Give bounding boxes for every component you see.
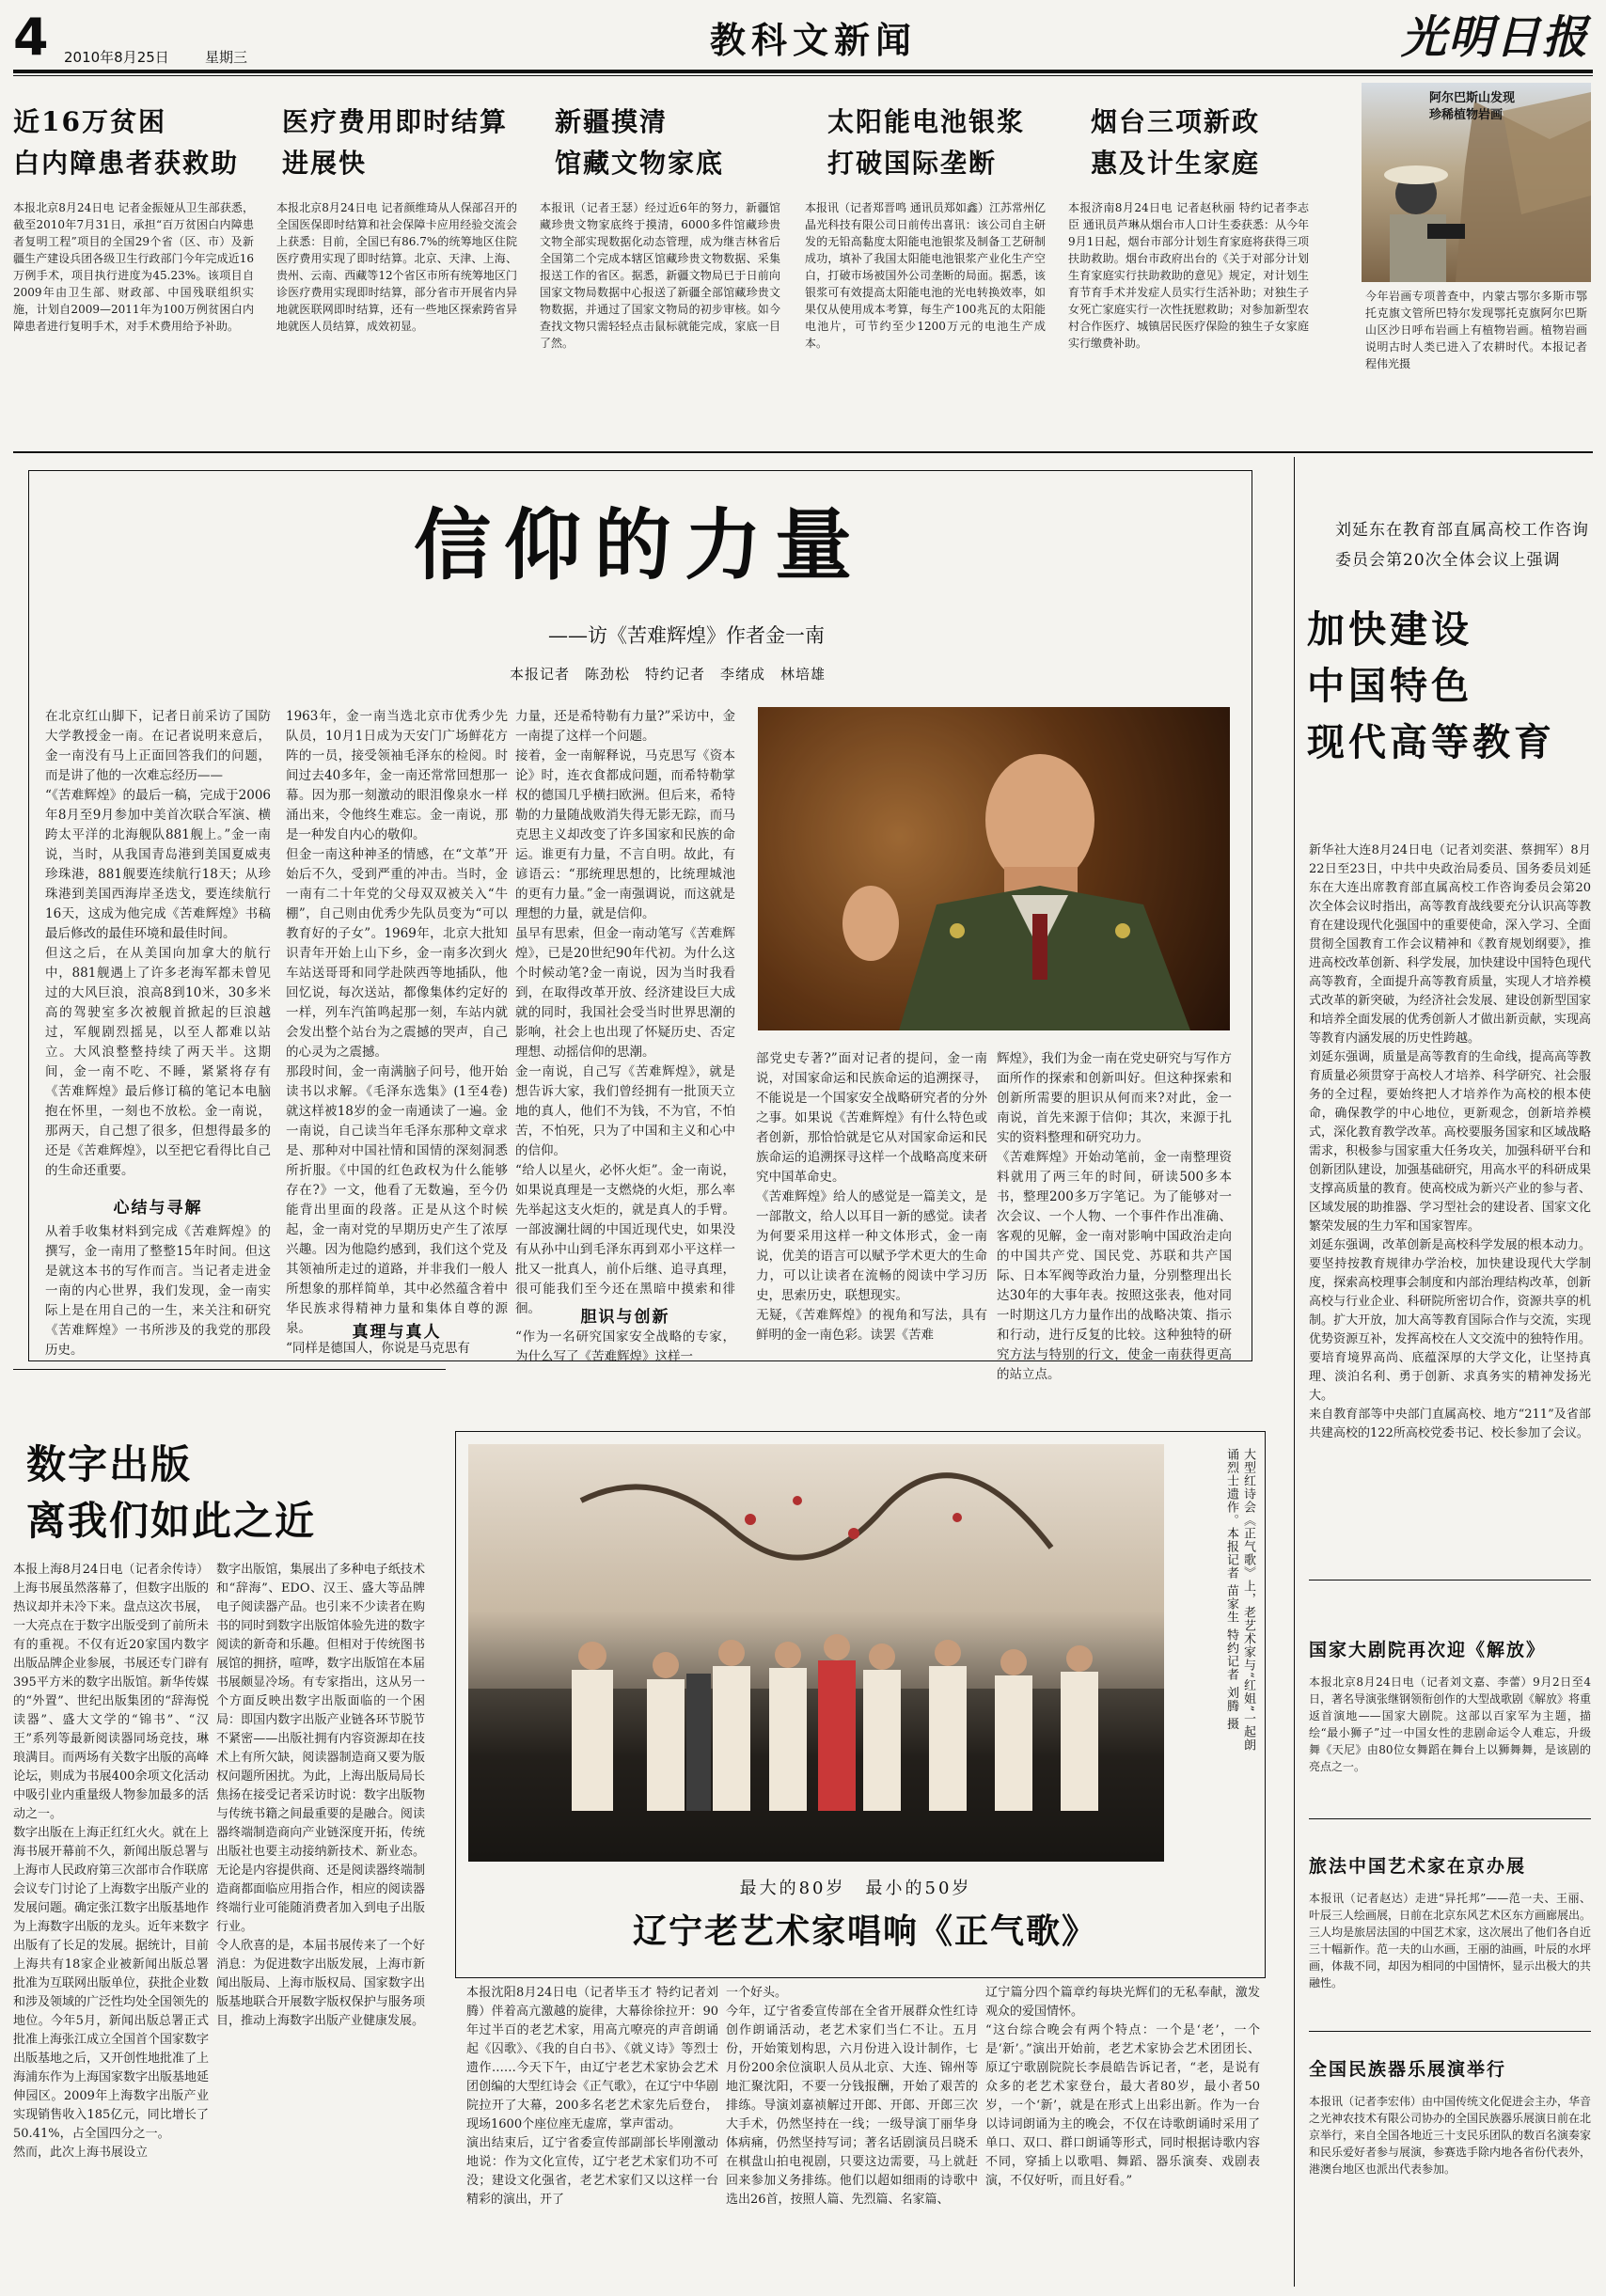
feature-byline: 本报记者 陈劲松 特约记者 李绪成 林培雄 (509, 666, 826, 683)
page-number: 4 (13, 8, 49, 67)
feature-title: 信仰的力量 (413, 500, 865, 590)
portrait-photo (758, 707, 1230, 1030)
paper-name: 光明日报 (1401, 11, 1590, 64)
feature-col2b: “同样是德国人，你说是马克思有 (286, 1341, 470, 1356)
brief-body: 本报北京8月24日电 记者金振娅从卫生部获悉，截至2010年7月31日，承担“百万贫困白内障患者复明工程”项目的全国29个省（区、市）及新疆生产建设兵团各级卫生行政部门今年完成近16万例手术，项目执行进度为45.23%。该项目自2009年由卫生部、财政部、中国残联组织实施，计划自2009—2011年为100万例贫困白内障患者进行复明手术，对手术费用给予补助。 (13, 201, 254, 333)
opera-headline: 辽宁老艺术家唱响《正气歌》 (632, 1911, 1097, 1951)
feature-col1: 在北京红山脚下，记者日前采访了国防大学教授金一南。在记者说明来意后，金一南没有马上正面回答我们的问题，而是讲了他的一次难忘经历—— “《苦难辉煌》的最后一稿，完成于2006年8月至9月参加中美首次联合军演、横跨太平洋的北海舰队881舰上。”金一南说，当时，从我国青岛港到美国夏威夷珍珠港，881舰要连续航行18天；从珍珠港到美国西海岸圣迭戈，要连续航行16天，这成为他完成《苦难辉煌》书稿最后修改的最佳环境和最佳时间。 但这之后，在从美国向加拿大的航行中，881舰遇上了许多老海军都未曾见过的大风巨浪，浪高8到10米，30多米高的驾驶室多次被舰首掀起的巨浪越过，军舰剧烈摇晃，以至人都难以站立。大风浪整整持续了两天半。这期间，金一南不吃、不睡，紧紧将存有《苦难辉煌》最后修订稿的笔记本电脑抱在怀里，一刻也不放松。金一南说，那两天，自己想了很多，但想得最多的还是《苦难辉煌》，以至把它看得比自己的生命还重要。 (45, 709, 271, 1178)
brief-headline: 旅法中国艺术家在京办展 (1309, 1856, 1527, 1877)
feature-subhead: 真理与真人 (352, 1323, 442, 1342)
rock-art-caption: 今年岩画专项普查中，内蒙古鄂尔多斯市鄂托克旗文管所巴特尔发现鄂托克旗阿尔巴斯山区沙日呼布岩画上有植物岩画。植物岩画说明古时人类已进入了农耕时代。本报记者 程伟光摄 (1365, 290, 1587, 370)
feature-col4: 部党史专著?”面对记者的提问，金一南说，对国家命运和民族命运的追溯探寻，不能说是一个国家安全战略研究者的分外之事。如果说《苦难辉煌》有什么特色或者创新，那恰恰就是它从对国家命运和民族命运的追溯探寻这样一个战略高度来研究中国革命史。 《苦难辉煌》给人的感觉是一篇美文，是一部散文，给人以耳目一新的感觉。读者为何要采用这样一种文体形式，金一南说，优美的语言可以赋予学术更大的生命力，可以让读者在流畅的阅读中学习历史，思索历史，联想现实。 无疑，《苦难辉煌》的视角和写法，具有鲜明的金一南色彩。读罢《苦难 (756, 1051, 987, 1343)
opera-col3: 辽宁篇分四个篇章约每块光辉们的无私奉献，激发观众的爱国情怀。 “这台综合晚会有两个特点：一个是‘老’，一个是‘新’。”演出开始前，老艺术家协会艺术团团长、原辽宁歌剧院院长李晨皓告诉记者，“老，是说有众多的老艺术家登台，最大者80岁，最小者50岁，一个‘新’，就是在形式上出彩出新。作为一台以诗词朗诵为主的晚会，不仅在诗歌朗诵时采用了单口、双口、群口朗诵等形式，同时根据诗歌内容不同，穿插上以歌唱、舞蹈、器乐演奏、戏剧表演，不仅好听，而且好看。” (985, 1986, 1260, 2188)
issue-date: 2010年8月25日 (64, 49, 169, 66)
feature-subhead: 胆识与创新 (580, 1308, 670, 1327)
opera-kicker: 最大的80岁 最小的50岁 (739, 1879, 972, 1898)
brief-body: 本报讯（记者郑晋鸣 通讯员郑如鑫）江苏常州亿晶光科技有限公司日前传出喜讯：该公司自主研发的无铅高黏度太阳能电池银浆及制备工艺研制成功，填补了我国太阳能电池银浆产业化生产空白，打破市场被国外公司垄断的局面。据悉，该银浆可有效提高太阳能电池的光电转换效率，如果仅从使用成本考算，每生产100兆瓦的太阳能电池片，可节约至少1200万元的电池生产成本。 (805, 201, 1046, 350)
top-strip-rule (13, 451, 1593, 453)
feature-col2: 1963年，金一南当选北京市优秀少先队员，10月1日成为天安门广场鲜花方阵的一员，接受领袖毛泽东的检阅。时间过去40多年，金一南还常常回想那一幕。因为那一刻激动的眼泪像泉水一样涌出来，令他终生难忘。金一南说，那是一种发自内心的敬仰。 但金一南这种神圣的情感，在“文革”开始后不久，受到严重的冲击。当时，金一南有二十年党的父母双双被关入“牛棚”，自己则由优秀少先队员变为“可以教育好的子女”。1969年，北京大批知识青年开始上山下乡，金一南多次到火车站送哥哥和同学赴陕西等地插队，他回忆说，每次送站，都像集体约定好的一样，列车汽笛鸣起那一刻，车站内就会发出整个站台为之震撼的哭声，自己的心灵为之震撼。 那段时间，金一南满脑子问号，他开始读书以求解。《毛泽东选集》(1至4卷)就这样被18岁的金一南通读了一遍。金一南说，自己读当年毛泽东那种文章求是、那种对中国社情和国情的深刻洞悉所折服。《中国的红色政权为什么能够存在?》一文，他看了无数遍，至今仍能背出里面的段落。正是从这个时候起，金一南对党的早期历史产生了浓厚兴趣。因为他隐约感到，我们这个党及其领袖所走过的道路，并非我们一般人所想象的那样简单，其中必然蕴含着中华民族求得精神力量和集体自尊的源泉。 (286, 709, 508, 1336)
rock-art-overlay: 阿尔巴斯山发现 珍稀植物岩画 (1429, 91, 1516, 122)
feature-col3b: “作为一名研究国家安全战略的专家，为什么写了《苦难辉煌》这样一 (515, 1329, 735, 1364)
feature-col3: 力量，还是希特勒有力量?”采访中，金一南提了这样一个问题。 接着，金一南解释说，马克思写《资本论》时，连衣食都成问题，而希特勒掌权的德国几乎横扫欧洲。但后来，希特勒的力量随战败消失得无影无踪，而马克思主义却改变了许多国家和民族的命运。谁更有力量，不言自明。故此，有谚语云：“那统理思想的，比统理城池的更有力量。”金一南强调说，而这就是理想的力量，就是信仰。 虽早有思索，但金一南动笔写《苦难辉煌》，已是20世纪90年代初。为什么这个时候动笔?金一南说，因为当时我看到，在取得改革开放、经济建设巨大成就的同时，我国社会受当时世界思潮的影响，社会上也出现了怀疑历史、否定理想、动摇信仰的思潮。 金一南说，自己写《苦难辉煌》，就是想告诉大家，我们曾经拥有一批顶天立地的真人，他们不为钱，不为官，不怕苦，不怕死，只为了中国和主义和心中的信仰。 “给人以星火，必怀火炬”。金一南说，如果说真理是一支燃烧的火炬，那么率先举起这支火炬的，就是真人的手臂。一部波澜壮阔的中国近现代史，如果没有从孙中山到毛泽东再到邓小平这样一批又一批真人，前仆后继、追寻真理，很可能我们至今还在黑暗中摸索和徘徊。 (515, 709, 735, 1316)
feature-col5: 辉煌》，我们为金一南在党史研究与写作方面所作的探索和创新叫好。但这种探索和创新所需要的胆识从何而来?对此，金一南说，首先来源于信仰；其次，来源于扎实的资料整理和研究功力。 《苦难辉煌》开始动笔前，金一南整理资料就用了两三年的时间，研读500多本书，整理200多万字笔记。为了能够对一次会议、一个人物、一个事件作出准确、客观的见解，金一南对影响中国政治走向的中国共产党、国民党、苏联和共产国际、日本军阀等政治力量，分别整理出长达30年的大事年表。按照这张表，他对同一时期这几方力量作出的战略决策、指示和行动，进行反复的比较。这种独特的研究方法与特别的行文，使金一南获得更高的站立点。 (997, 1051, 1232, 1382)
brief-headline: 国家大剧院再次迎《解放》 (1309, 1640, 1547, 1660)
brief-body: 本报济南8月24日电 记者赵秋丽 特约记者李志臣 通讯员芦琳从烟台市人口计生委获悉：从今年9月1日起，烟台市部分计划生育家庭将获得三项扶助救助。烟台市政府出台的《关于对部分计划生育家庭实行扶助救助的意见》规定，对计划生育节育手术并发症人员实行生活补助；对独生子女死亡家庭实行一次性抚慰救助；对参加新型农村合作医疗、城镇居民医疗保险的独生子女家庭实行缴费补助。 (1068, 201, 1309, 350)
opera-photo-caption: 大型红诗会《正气歌》上，老艺术家与“红姐”一起朗诵烈士遗作。本报记者 苗家生 特约记者 刘腾 摄 (1224, 1448, 1255, 1753)
opera-col2: 一个好头。 今年，辽宁省委宣传部在全省开展群众性红诗创作朗诵活动，老艺术家们当仁不让。五月份，开始策划构思，六月份进入设计制作，七月份200余位演职人员从北京、大连、锦州等地汇聚沈阳，不要一分钱报酬，开始了艰苦的排练。导演刘嘉祯解过开郎、开郎、开郎三次大手术，仍然坚持在一线；一级导演丁丽华身体病痛，仍然坚持写词；著名话剧演员吕晓禾在棋盘山拍电视剧，只要这边需要，马上就赶回来参加义务排练。他们以超如细雨的诗歌中选出26首，按照人篇、先烈篇、名家篇、 (726, 1986, 978, 2207)
issue-weekday: 星期三 (205, 49, 248, 66)
opera-photo (468, 1444, 1164, 1862)
brief-headline: 全国民族器乐展演举行 (1309, 2059, 1507, 2080)
digital-col2: 数字出版馆，集展出了多种电子纸技术和“辞海”、EDO、汉王、盛大等品牌电子阅读器产品。也引来不少读者在购书的同时到数字出版馆体验先进的数字阅读的新奇和乐趣。但相对于传统图书展馆的拥挤，喧哗，数字出版馆在本届书展颇显冷场。有专家指出，这从另一个方面反映出数字出版面临的一个困局：即国内数字出版产业链各环节脱节不紧密——出版社拥有内容资源却在技术上有所欠缺，阅读器制造商又要为版权问题所困扰。为此，上海出版局局长焦扬在接受记者采访时说：数字出版物与传统书籍之间最重要的是融合。阅读器终端制造商向产业链深度开拓，传统出版社也要主动接纳新技术、新业态。无论是内容提供商、还是阅读器终端制造商都面临应用指合作，相应的阅读器终端行业可能随消费者加入到电子出版行业。 令人欣喜的是，本届书展传来了一个好消息：为促进数字出版发展，上海市新闻出版局、上海市版权局、国家数字出版基地联合开展数字版权保护与服务项目，推动上海数字出版产业健康发展。 (216, 1563, 425, 2028)
right-headline: 加快建设 中国特色 现代高等教育 (1307, 607, 1555, 764)
masthead-rule (13, 70, 1593, 73)
brief-headline: 烟台三项新政 惠及计生家庭 (1091, 106, 1261, 179)
brief-headline: 近16万贫困 白内障患者获救助 (13, 106, 240, 179)
brief-headline: 太阳能电池银浆 打破国际垄断 (827, 106, 1026, 179)
digital-headline: 数字出版 离我们如此之近 (26, 1441, 317, 1544)
section-title: 教科文新闻 (709, 20, 917, 61)
brief-body: 本报讯（记者李宏伟）由中国传统文化促进会主办，华音之光神农技术有限公司协办的全国民族器乐展演日前在北京举行，来自全国各地近三十支民乐团队的数百名演奏家和民乐爱好者参与展演，参赛选手除内地各省份代表外，港澳台地区也派出代表参加。 (1309, 2095, 1592, 2176)
feature-subhead: 心结与寻解 (113, 1199, 203, 1218)
column-divider (1294, 457, 1295, 2287)
right-kicker: 刘延东在教育部直属高校工作咨询委员会第20次全体会议上强调 (1335, 521, 1589, 570)
opera-col1: 本报沈阳8月24日电（记者毕玉才 特约记者刘腾）伴着高亢激越的旋律，大幕徐徐拉开：90年过半百的老艺术家，用高亢嘹亮的声音朗诵起《囚歌》、《我的自白书》、《就义诗》等烈士遗作……今天下午，由辽宁老艺术家协会艺术团创编的大型红诗会《正气歌》，在辽宁中华剧院拉开了大幕，200多名老艺术家先后登台，现场1600个座位座无虚席，掌声雷动。 演出结束后，辽宁省委宣传部副部长毕刚激动地说：作为文化宣传，辽宁老艺术家们功不可没；建设文化强省，老艺术家们又以这样一台精彩的演出，开了 (466, 1986, 718, 2207)
feature-col1b: 从着手收集材料到完成《苦难辉煌》的撰写，金一南用了整整15年时间。但这是就这本书的写作而言。当记者走进金一南的内心世界，我们发现，金一南实际上是在用自己的一生，来关注和研究《苦难辉煌》一书所涉及的我党的那段历史。 (45, 1224, 271, 1358)
brief-body: 本报北京8月24日电 记者颜维琦从人保部召开的全国医保即时结算和社会保障卡应用经验交流会上获悉：目前，全国已有86.7%的统筹地区住院医疗费用实现了即时结算。北京、天津、上海、贵州、云南、西藏等12个省区市所有统筹地区门诊医疗费用实现即时结算，部分省市开展省内异地就医联网即时结算，还有一些地区探索跨省异地就医人员结算，成效初显。 (276, 201, 517, 333)
brief-body: 本报讯（记者赵达）走进“异托邦”——范一夫、王丽、叶辰三人绘画展，日前在北京东风艺术区东方画廊展出。三人均是旅居法国的中国艺术家，这次展出了他们各自近三十幅新作。范一夫的山水画，王丽的油画，叶辰的水坪画，体裁不同，却因为相同的中国情怀，显示出极大的共融性。 (1309, 1892, 1592, 1989)
brief-body: 本报讯（记者王瑟）经过近6年的努力，新疆馆藏珍贵文物家底终于摸清，6000多件馆藏珍贵文物全部实现数据化动态管理，成为继吉林省后全国第二个完成本辖区馆藏珍贵文物数据、采集报送工作的省区。据悉，新疆文物局已于日前向国家文物局数据中心报送了新疆全部馆藏珍贵文物数据，并通过了国家文物局的初步审核。如今查找文物只需轻轻点击鼠标就能完成，家底一目了然。 (540, 201, 780, 350)
digital-col1: 本报上海8月24日电（记者余传诗）上海书展虽然落幕了，但数字出版的热议却并未冷下来。盘点这次书展，一大亮点在于数字出版受到了前所未有的重视。不仅有近20家国内数字出版品牌企业参展，书展还专门辟有395平方米的数字出版馆。新华传媒的“外置”、世纪出版集团的“辞海悦读器”、盛大文学的“锦书”、“汉王”系列等最新阅读器同场竞技，琳琅满目。而两场有关数字出版的高峰论坛，则成为书展400余项文化活动中吸引业内重量级人物参加最多的活动之一。 数字出版在上海正红红火火。就在上海书展开幕前不久，新闻出版总署与上海市人民政府第三次部市合作联席会议专门讨论了上海数字出版产业的发展问题。确定张江数字出版基地作为上海数字出版的龙头。近年来数字出版有了长足的发展。据统计，目前上海共有18家企业被新闻出版总署批准为互联网出版单位，获批企业数和涉及领域的广泛性均处全国领先的地位。今年5月，新闻出版总署正式批准上海张江成立全国首个国家数字出版基地之后，又开创性地批准了上海浦东作为上海国家数字出版基地延伸园区。2009年上海数字出版产业实现销售收入185亿元，同比增长了50.41%，占全国四分之一。 然而，此次上海书展设立 (13, 1563, 210, 2160)
brief-headline: 新疆摸清 馆藏文物家底 (555, 106, 725, 179)
brief-body: 本报北京8月24日电（记者刘文嘉、李蕾）9月2日至4日，著名导演张继钢领衔创作的大型战歌剧《解放》将重返首演地——国家大剧院。这部以百家军为主题，描绘“最小狮子”过一中国女性的悲剧命运令人难忘，升级舞《天尼》由80位女舞蹈在舞台上以狮舞舞，是该剧的亮点之一。 (1309, 1675, 1592, 1773)
right-body: 新华社大连8月24日电（记者刘奕湛、蔡拥军）8月22日至23日，中共中央政治局委员、国务委员刘延东在大连出席教育部直属高校工作咨询委员会第20次全体会议时指出，高等教育战线要充分认识高等教育在建设现代化强国中的重要使命，深入学习、全面贯彻全国教育工作会议精神和《教育规划纲要》，推进高校改革创新、科学发展，加快建设中国特色现代高等教育，全面提升高等教育质量，实现人才培养模式改革的新突破，为经济社会发展、建设创新型国家和培养全面发展的优秀创新人才做出新贡献，实现高等教育内涵发展的历史性跨越。 刘延东强调，质量是高等教育的生命线，提高高等教育质量必须贯穿于高校人才培养、科学研究、社会服务的全过程，要始终把人才培养作为高校的根本使命，确保教学的中心地位，更新观念，创新培养模式，深化教育教学改革。高校要服务国家和区域战略需求，积极参与国家重大任务攻关，加强科研平台和创新团队建设，加强基础研究，用高水平的科研成果支撑高质量的教育。使高校成为新兴产业的参与者、区域发展的助推器、学习型社会的建设者、国家文化繁荣发展的生力军和国家智库。 刘延东强调，改革创新是高校科学发展的根本动力。要坚持按教育规律办学治校，加快建设现代大学制度，探索高校理事会制度和内部治理结构改革，创新高校与行业企业、科研院所密切合作，资源共享的机制。扩大开放，加大高等教育国际合作与交流，实现优势资源互补，发挥高校在人文交流中的独特作用。要培育境界高尚、底蕴深厚的大学文化，让坚持真理、淡泊名利、勇于创新、求真务实的精神发扬光大。 来自教育部等中央部门直属高校、地方“211”及省部共建高校的122所高校党委书记、校长参加了会议。 (1309, 843, 1591, 1440)
feature-subtitle: ——访《苦难辉煌》作者金一南 (548, 624, 825, 647)
brief-headline: 医疗费用即时结算 进展快 (282, 106, 509, 179)
